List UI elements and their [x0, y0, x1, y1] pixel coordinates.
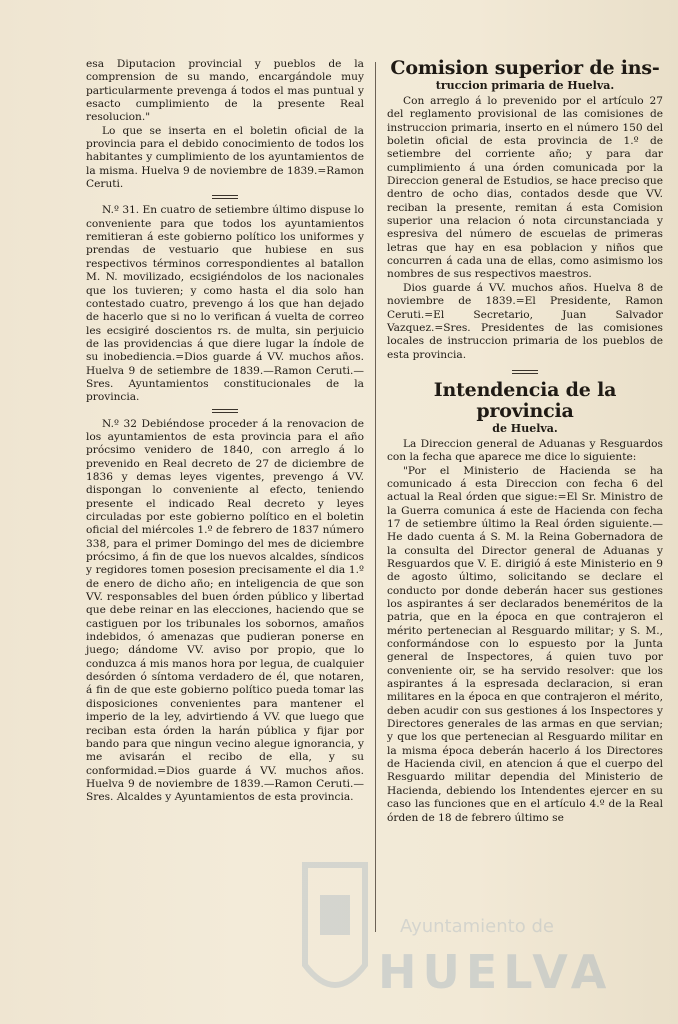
watermark-text: HUELVA [378, 945, 613, 999]
section-divider [86, 193, 364, 201]
section-divider [86, 407, 364, 415]
left-paragraph-1: esa Diputacion provincial y pueblos de la comprension de su mando, encargándole muy particularmente prevenga á todos el mas puntual y esacto cumplimiento de la presente Real resolucion." [86, 58, 364, 124]
left-paragraph-2: Lo que se inserta en el boletin oficial de la provincia para el debido conocimiento de todos los habitantes y cumplimiento de los ayuntamientos de la misma. Huelva 9 de noviembre de 1839.=Ramon Ceruti. [86, 124, 364, 191]
right-paragraph-4: "Por el Ministerio de Hacienda se ha comunicado á esta Direccion con fecha 6 del actual la Real órden que sigue:=El Sr. Ministro de la Guerra comunica á este de Hacienda con fecha 17 de setiembre último la Real órden siguiente.—He dado cuenta á S. M. la Reina Gobernadora de la consulta del Director general de Aduanas y Resguardos que V. E. dirigió á este Ministerio en 9 de agosto último, solicitando se declare el conducto por donde deberán hacer sus gestiones los aspirantes á ser declarados beneméritos de la patria, que en la época en que contrajeron el mérito pertenecian al Resguardo militar; y S. M., conformándose con lo espuesto por la Junta general de Inspectores, á quien tuvo por conveniente oir, se ha servido resolver: que los aspirantes á la espresada declaracion, si eran militares en la época en que contrajeron el mérito, deben acudir con sus gestiones á los Inspectores y Directores generales de las armas en que servian; y que los que pertenecian al Resguardo militar en la misma época deberán hacerlo á los Directores de Hacienda civil, en atencion á que el cuerpo del Resguardo militar dependia del Ministerio de Hacienda, debiendo los Intendentes ejercer en su caso las funciones que en el artículo 4.º de la Real órden de 18 de febrero último se [387, 464, 663, 824]
heading-comision-line2: truccion primaria de Huelva. [435, 79, 615, 92]
right-paragraph-2: Dios guarde á VV. muchos años. Huelva 8 de noviembre de 1839.=El Presidente, Ramon Ceruti.=El Secretario, Juan Salvador Vazquez.=Sres. Presidentes de las comisiones locales de instruccion primaria de los pueblos de esta provincia. [387, 281, 663, 361]
left-paragraph-4: N.º 32 Debiéndose proceder á la renovacion de los ayuntamientos de esta provincia para el año prócsimo venidero de 1840, con arreglo á lo prevenido en Real decreto de 27 de diciembre de 1836 y demas leyes vigentes, prevengo á VV. dispongan lo conveniente al efecto, teniendo presente el indicado Real decreto y leyes circuladas por este gobierno político en el boletin oficial del miércoles 1.º de febrero de 1837 número 338, para el primer Domingo del mes de diciembre prócsimo, á fin de que los nuevos alcaldes, síndicos y regidores tomen posesion precisamente el dia 1.º de enero de dicho año; en inteligencia de que son VV. responsables del buen órden público y libertad que debe reinar en las elecciones, haciendo que se castiguen por los tribunales los sobornos, amaños indebidos, ó amenazas que pudieran ponerse en juego; dándome VV. aviso por propio, que lo conduzca á mis manos hora por legua, de cualquier desórden ó síntoma verdadero de él, que notaren, á fin de que este gobierno político pueda tomar las disposiciones convenientes para mantener el imperio de la ley, advirtiendo á VV. que luego que reciban esta órden la harán pública y fijar por bando para que ningun vecino alegue ignorancia, y me avisarán el recibo de ella, y su conformidad.=Dios guarde á VV. muchos años. Huelva 9 de noviembre de 1839.—Ramon Ceruti.—Sres. Alcaldes y Ayuntamientos de esta provincia. [86, 417, 364, 804]
right-paragraph-1: Con arreglo á lo prevenido por el artículo 27 del reglamento provisional de las comisiones de instruccion primaria, inserto en el número 150 del boletin oficial de esta provincia de 1.º de setiembre del corriente año; y para dar cumplimiento á una órden comunicada por la Direccion general de Estudios, se hace preciso que dentro de ocho dias, contados desde que VV. reciban la presente, remitan á esta Comision superior una relacion ó nota circunstanciada y espresiva del número de escuelas de primeras letras que hay en esa poblacion y niños que concurren á cada una de ellas, como asimismo los nombres de sus respectivos maestros. [387, 95, 663, 281]
right-column [387, 58, 663, 825]
right-paragraph-3: La Direccion general de Aduanas y Resguardos con la fecha que aparece me dice lo siguiente: [387, 437, 663, 464]
heading-intendencia: Intendencia de la provincia [433, 378, 617, 422]
section-divider [387, 368, 663, 376]
heading-comision-line1: Comision superior de ins- [390, 57, 660, 79]
watermark-subtext: Ayuntamiento de [400, 916, 554, 937]
column-rule [375, 62, 376, 932]
heading-intendencia-sub: de Huelva. [492, 421, 558, 435]
left-paragraph-3: N.º 31. En cuatro de setiembre último dispuse lo conveniente para que todos los ayuntamientos remitieran á este gobierno político los uniformes y prendas de vestuario que hubiese en sus respectivos términos correspondientes al batallon M. N. movilizado, ecsigiéndolos de los nacionales que los tuvieren; y como hasta el dia solo han contestado cuatro, prevengo á los que han dejado de hacerlo que si no lo verifican á vuelta de correo les ecsigiré doscientos rs. de multa, sin perjuicio de las providencias á que diere lugar la índole de su inobediencia.=Dios guarde á VV. muchos años. Huelva 9 de setiembre de 1839.—Ramon Ceruti.—Sres. Ayuntamientos constitucionales de la provincia. [86, 204, 364, 404]
heading-comision [387, 58, 663, 79]
left-column [86, 58, 364, 805]
